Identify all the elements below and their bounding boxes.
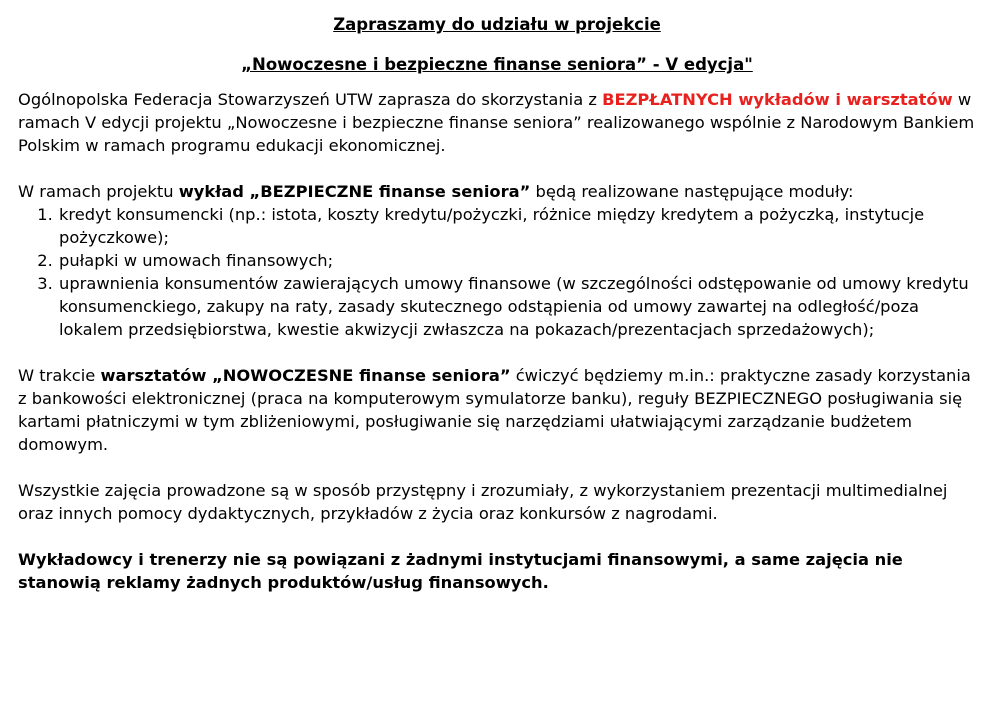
list-item: 2. pułapki w umowach finansowych; [58,249,976,272]
project-title: „Nowoczesne i bezpieczne finanse seniora” - V edycja" [241,55,753,74]
lecture-text-before: W ramach projektu [18,182,179,201]
workshops-text-after: ćwiczyć będziemy m.in.: praktyczne zasady korzystania z bankowości elektronicznej (praca na komputerowym symulatorze banku), reguły BEZPIECZNEGO posługiwania się kartami płatniczymi w tym zbliżeniowymi, posługiwanie się narzędziami ułatwiającymi zarządzanie budżetem domowym. [18,366,971,454]
intro-text-before: Ogólnopolska Federacja Stowarzyszeń UTW zaprasza do skorzystania z [18,90,603,109]
disclaimer-paragraph: Wykładowcy i trenerzy nie są powiązani z żadnymi instytucjami finansowymi, a same zajęcia nie stanowią reklamy żadnych produktów/usług finansowych. [18,550,903,592]
workshops-text-before: W trakcie [18,366,101,385]
modules-list [18,203,976,341]
lecture-intro-paragraph [18,180,976,203]
workshops-paragraph [18,364,976,456]
page-title: Zapraszamy do udziału w projekcie [333,15,661,34]
intro-paragraph [18,88,976,157]
classes-paragraph: Wszystkie zajęcia prowadzone są w sposób przystępny i zrozumiały, z wykorzystaniem prezentacji multimedialnej oraz innych pomocy dydaktycznych, przykładów z życia oraz konkursów z nagrodami. [18,481,948,523]
lecture-name: wykład „BEZPIECZNE finanse seniora” [178,182,531,201]
document [18,14,976,594]
workshops-name: warsztatów „NOWOCZESNE finanse seniora” [100,366,511,385]
intro-text-after: w ramach V edycji projektu „Nowoczesne i bezpieczne finanse seniora” realizowanego wspólnie z Narodowym Bankiem Polskim w ramach programu edukacji ekonomicznej. [18,90,975,155]
lecture-text-after: będą realizowane następujące moduły: [530,182,854,201]
list-item: 3. uprawnienia konsumentów zawierających umowy finansowe (w szczególności odstępowanie od umowy kredytu konsumenckiego, zakupy na raty, zasady skutecznego odstąpienia od umowy zawartej na odległość/poza lokalem przedsiębiorstwa, kwestie akwizycji zwłaszcza na pokazach/prezentacjach sprzedażowych); [58,272,976,341]
list-item: 1. kredyt konsumencki (np.: istota, koszty kredytu/pożyczki, różnice między kredytem a pożyczką, instytucje pożyczkowe); [58,203,976,249]
free-lectures-highlight: BEZPŁATNYCH wykładów i warsztatów [602,90,953,109]
